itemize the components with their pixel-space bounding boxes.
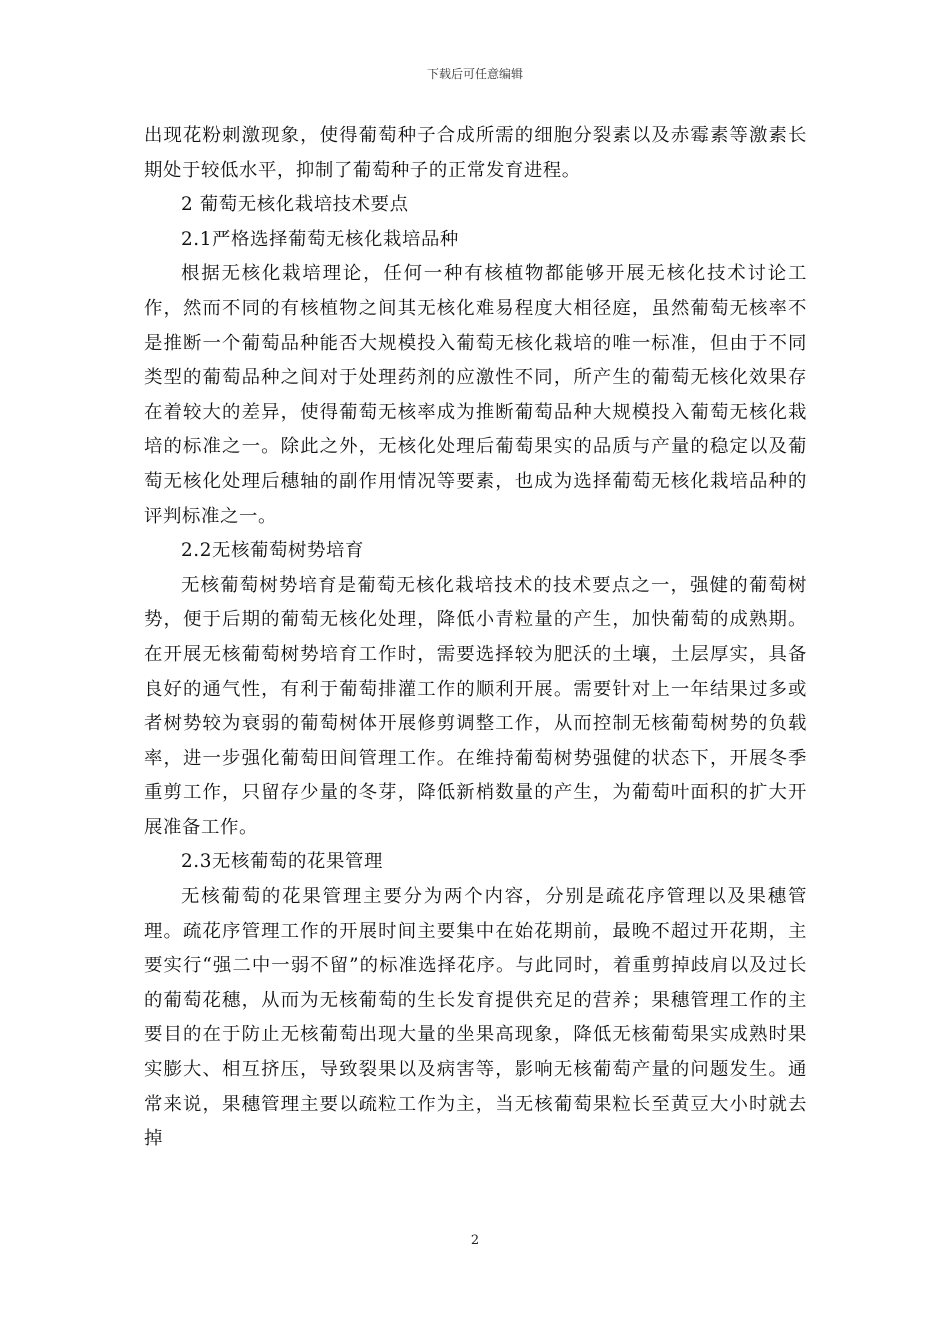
- subsection-heading-2-1: 2.1严格选择葡萄无核化栽培品种: [181, 228, 459, 250]
- page-header: 下载后可任意编辑: [426, 67, 523, 81]
- paragraph-continued: 出现花粉刺激现象，使得葡萄种子合成所需的细胞分裂素以及赤霉素等激素长期处于较低水平，抑制了葡萄种子的正常发育进程。: [144, 125, 807, 181]
- paragraph-flower-fruit-management: 无核葡萄的花果管理主要分为两个内容，分别是疏花序管理以及果穗管理。疏花序管理工作的开展时间主要集中在始花期前，最晚不超过开花期，主要实行“强二中一弱不留”的标准选择花序。与此同时，着重剪掉歧肩以及过长的葡萄花穗，从而为无核葡萄的生长发育提供充足的营养；果穗管理工作的主要目的在于防止无核葡萄出现大量的坐果高现象，降低无核葡萄果实成熟时果实膨大、相互挤压，导致裂果以及病害等，影响无核葡萄产量的问题发生。通常来说，果穗管理主要以疏粒工作为主，当无核葡萄果粒长至黄豆大小时就去掉: [144, 886, 807, 1150]
- subsection-heading-2-3: 2.3无核葡萄的花果管理: [181, 851, 383, 873]
- section-heading-2: 2 葡萄无核化栽培技术要点: [181, 194, 409, 216]
- paragraph-tree-vigor: 无核葡萄树势培育是葡萄无核化栽培技术的技术要点之一，强健的葡萄树势，便于后期的葡萄无核化处理，降低小青粒量的产生，加快葡萄的成熟期。在开展无核葡萄树势培育工作时，需要选择较为肥沃的土壤，土层厚实，具备良好的通气性，有利于葡萄排灌工作的顺利开展。需要针对上一年结果过多或者树势较为衰弱的葡萄树体开展修剪调整工作，从而控制无核葡萄树势的负载率，进一步强化葡萄田间管理工作。在维持葡萄树势强健的状态下，开展冬季重剪工作，只留存少量的冬芽，降低新梢数量的产生，为葡萄叶面积的扩大开展准备工作。: [144, 574, 807, 838]
- page-number: 2: [470, 1233, 480, 1248]
- paragraph-variety-selection: 根据无核化栽培理论，任何一种有核植物都能够开展无核化技术讨论工作，然而不同的有核植物之间其无核化难易程度大相径庭，虽然葡萄无核率不是推断一个葡萄品种能否大规模投入葡萄无核化栽培的唯一标准，但由于不同类型的葡萄品种之间对于处理药剂的应激性不同，所产生的葡萄无核化效果存在着较大的差异，使得葡萄无核率成为推断葡萄品种大规模投入葡萄无核化栽培的标准之一。除此之外，无核化处理后葡萄果实的品质与产量的稳定以及葡萄无核化处理后穗轴的副作用情况等要素，也成为选择葡萄无核化栽培品种的评判标准之一。: [144, 263, 807, 527]
- subsection-heading-2-2: 2.2无核葡萄树势培育: [181, 540, 364, 562]
- document-body: [144, 119, 807, 1157]
